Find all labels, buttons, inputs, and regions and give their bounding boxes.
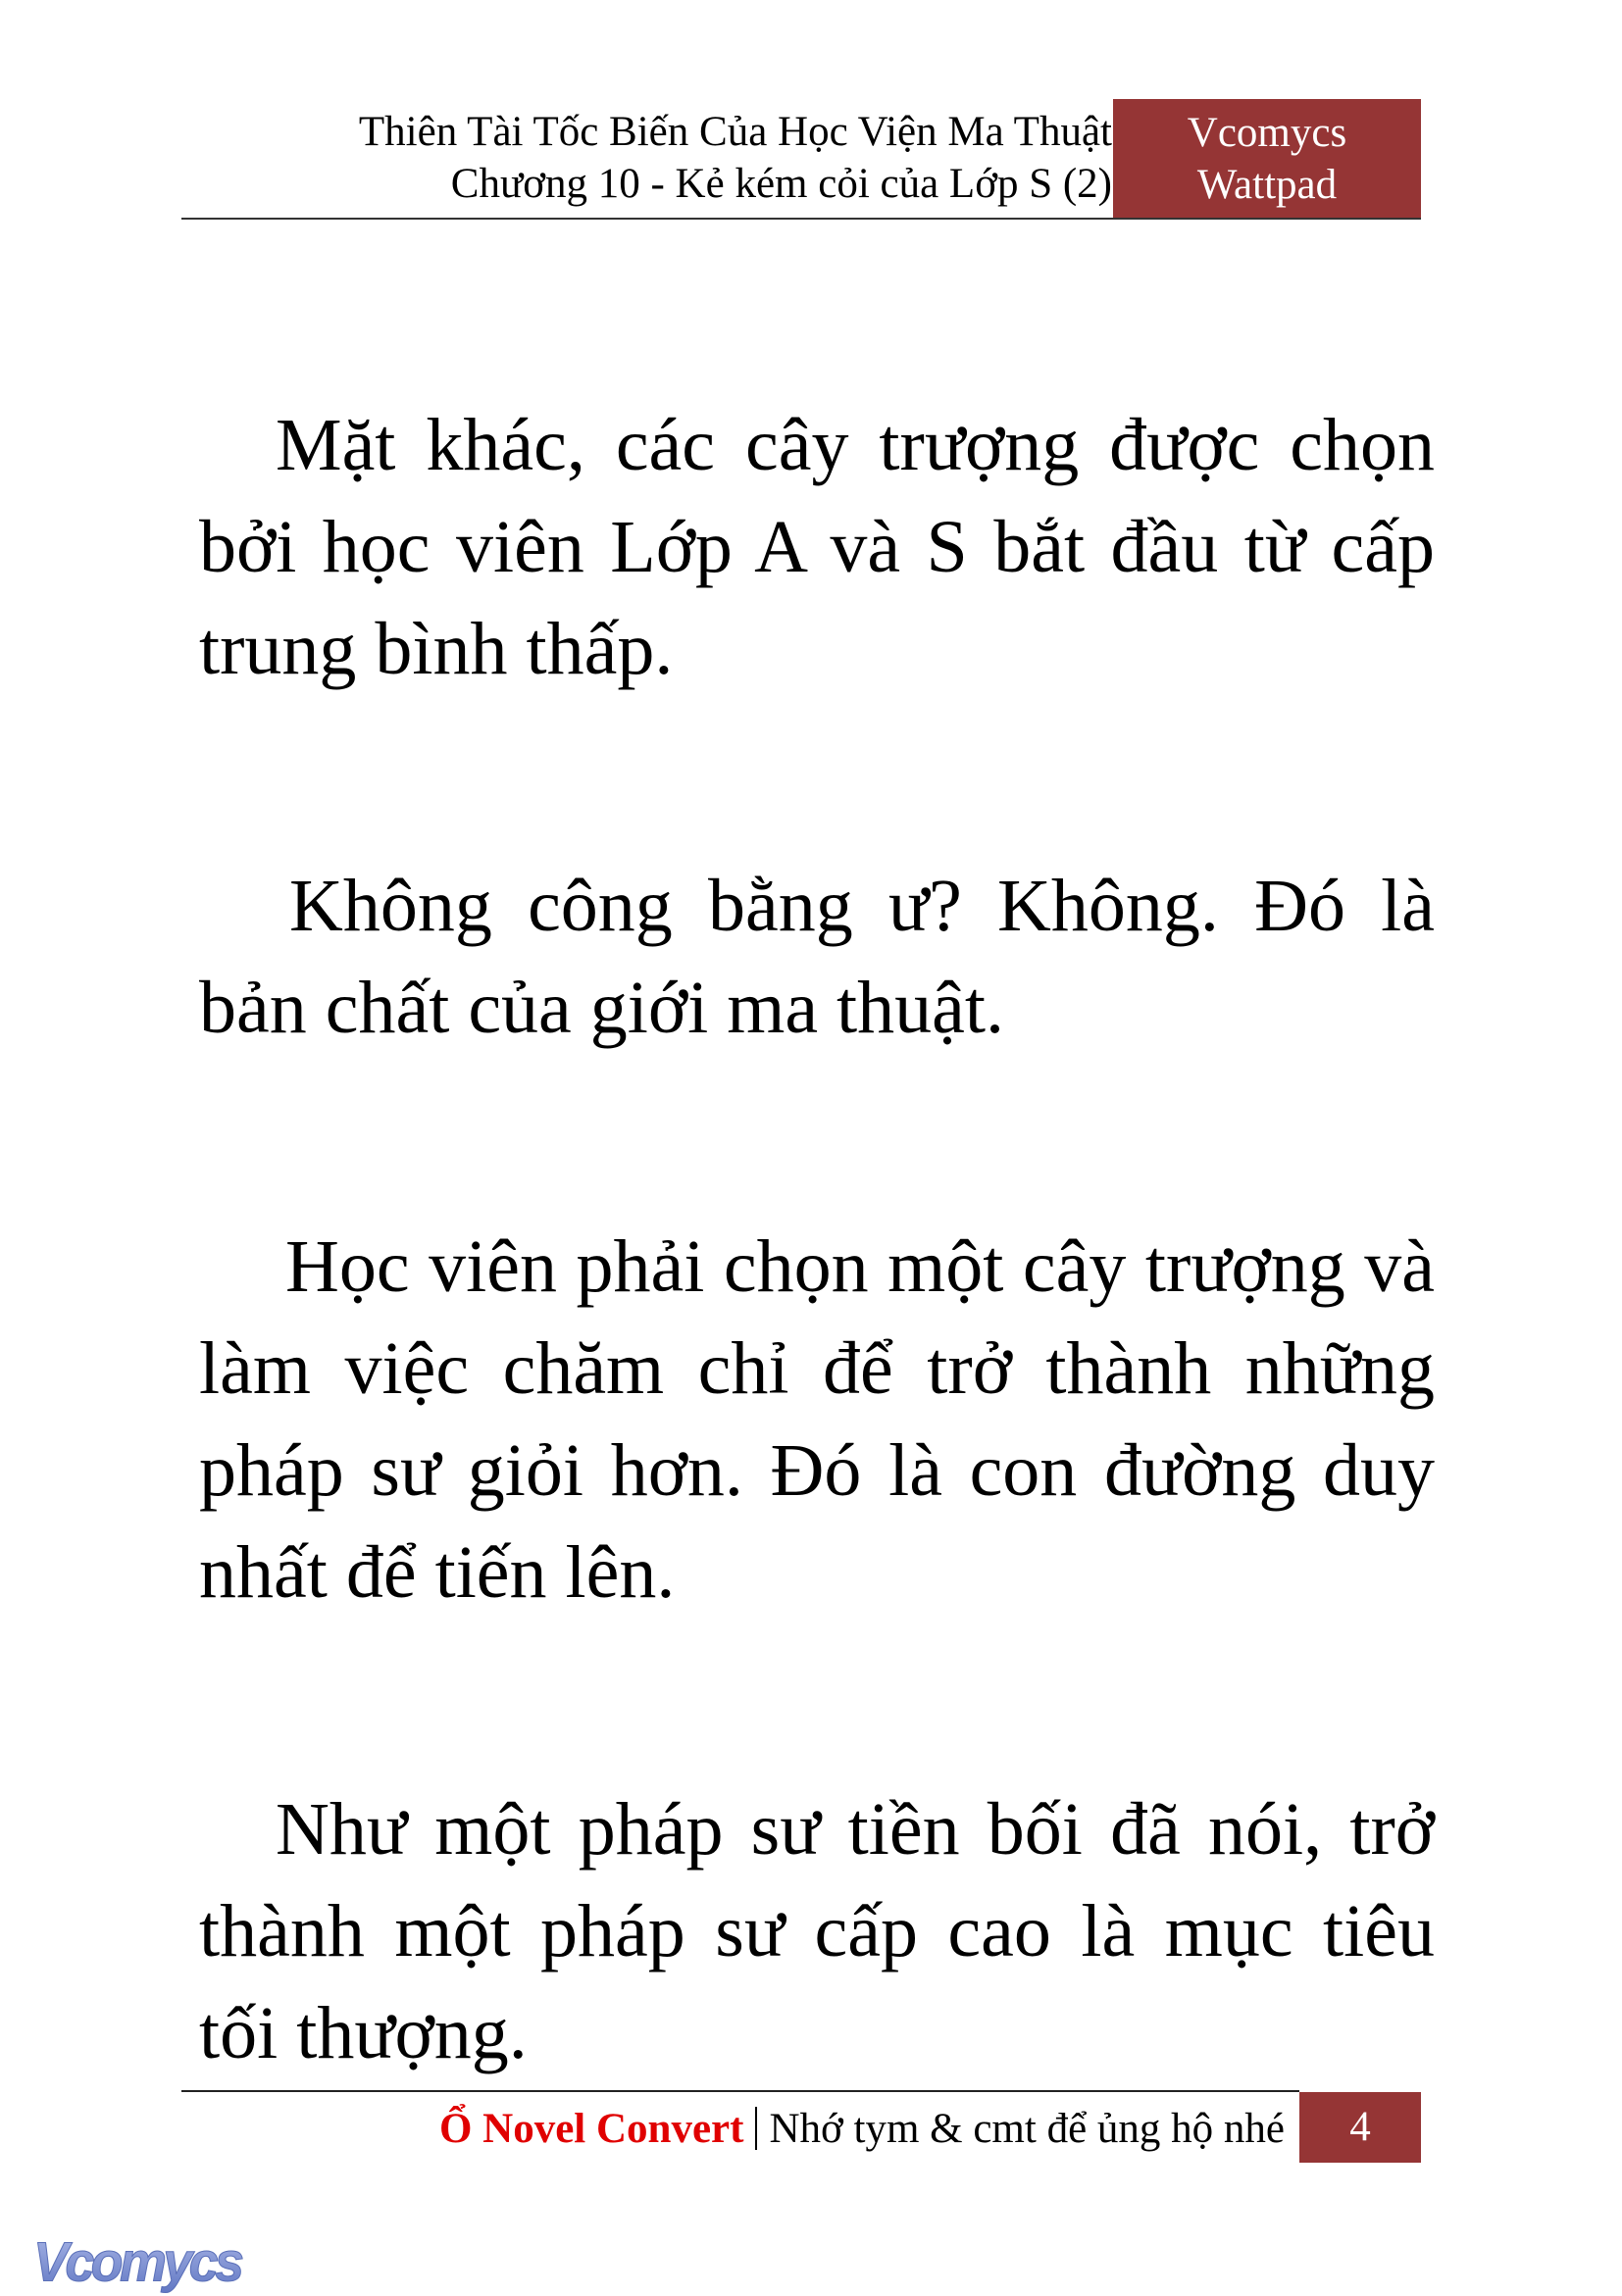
page-number: 4 — [1299, 2092, 1421, 2163]
badge-line-1: Vcomycs — [1187, 110, 1347, 156]
vcomycs-logo-icon — [29, 2227, 255, 2296]
footer-divider — [181, 2090, 1299, 2092]
paragraph: Mặt khác, các cây trượng được chọn bởi học viên Lớp A và S bắt đầu từ cấp trung bình thấp. — [199, 404, 1435, 690]
running-footer — [439, 2104, 1285, 2155]
footer-separator — [755, 2107, 757, 2150]
header-divider — [181, 218, 1421, 220]
header-badge — [1113, 99, 1421, 220]
running-header — [359, 106, 1112, 210]
paragraph: Như một pháp sư tiền bối đã nói, trở thành một pháp sư cấp cao là mục tiêu tối thượng. — [199, 1788, 1435, 2074]
paragraph: Không công bằng ư? Không. Đó là bản chất của giới ma thuật. — [199, 865, 1435, 1049]
chapter-title: Chương 10 - Kẻ kém cỏi của Lớp S (2) — [450, 161, 1112, 207]
footer-brand: Ổ Novel Convert — [438, 2106, 744, 2152]
paragraph: Học viên phải chọn một cây trượng và làm việc chăm chỉ để trở thành những pháp sư giỏi hơn. Đó là con đường duy nhất để tiến lên. — [199, 1225, 1435, 1614]
footer-message: Nhớ tym & cmt để ủng hộ nhé — [769, 2106, 1285, 2152]
book-title: Thiên Tài Tốc Biến Của Học Viện Ma Thuật — [358, 109, 1112, 155]
svg-text:Vcomycs: Vcomycs — [33, 2230, 244, 2293]
badge-line-2: Wattpad — [1196, 162, 1338, 208]
